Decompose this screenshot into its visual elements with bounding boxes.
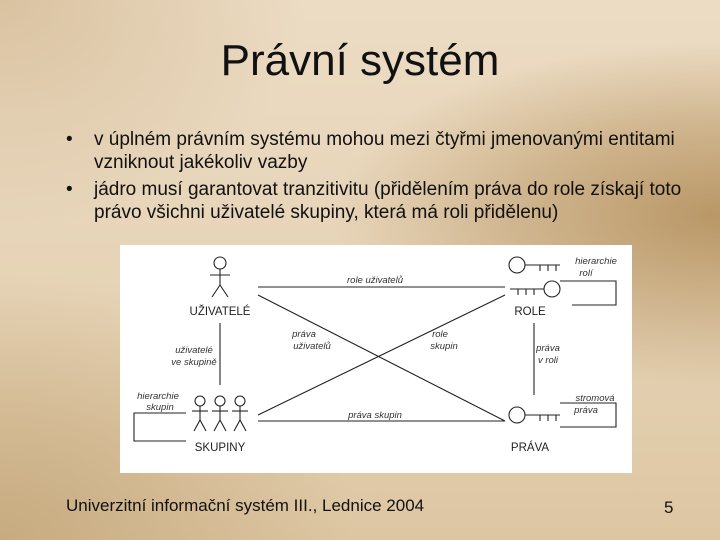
bullet-list: [66, 128, 686, 228]
node-roles: ROLE: [514, 306, 546, 318]
loop-role-hierarchy: [560, 281, 616, 305]
label-role-rights: v roli: [537, 355, 559, 366]
node-rights: PRÁVA: [510, 442, 550, 454]
key-icon: [509, 407, 560, 423]
stick-figure-icon: [232, 396, 248, 431]
label-group-hierarchy: skupin: [146, 402, 174, 413]
node-users: UŽIVATELÉ: [189, 306, 251, 318]
stick-figure-icon: [210, 257, 230, 297]
label-users-in-group: uživatelé: [175, 345, 213, 356]
label-role-hierarchy: rolí: [579, 268, 593, 279]
label-rights-tree: práva: [574, 405, 598, 416]
loop-group-hierarchy: [134, 413, 186, 441]
label-user-rights: práva: [292, 329, 316, 340]
edge-user-rights: [258, 295, 505, 421]
label-users-in-group: ve skupině: [171, 357, 217, 368]
node-groups: SKUPINY: [194, 442, 246, 454]
label-group-rights: práva skupin: [348, 410, 402, 421]
label-role-rights: práva: [536, 343, 560, 354]
rights-diagram: [120, 245, 632, 473]
label-rights-tree: stromová: [575, 393, 615, 404]
label-group-roles: role: [432, 329, 448, 340]
slide-title: Právní systém: [220, 36, 500, 85]
stick-figure-icon: [192, 396, 208, 431]
label-group-roles: skupin: [430, 341, 458, 352]
bullet-item: • jádro musí garantovat tranzitivitu (přidělením práva do role získají toto právo všichni uživatelé skupiny, která má roli přidělenu): [66, 178, 686, 224]
edge-group-roles: [258, 295, 505, 415]
stick-figure-icon: [212, 396, 228, 431]
key-icon: [510, 281, 560, 297]
bullet-item: • v úplném právním systému mohou mezi čtyřmi jmenovanými entitami vzniknout jakékoliv vazby: [66, 128, 686, 174]
label-role-hierarchy: hierarchie: [575, 256, 617, 267]
footer-text: Univerzitní informační systém III., Lednice 2004: [66, 496, 425, 515]
label-user-rights: uživatelů: [293, 341, 331, 352]
page-number: 5: [664, 498, 674, 517]
label-group-hierarchy: hierarchie: [137, 391, 179, 402]
diagram-canvas: [120, 245, 632, 473]
label-role-users: role uživatelů: [347, 275, 403, 286]
key-icon: [509, 257, 560, 273]
